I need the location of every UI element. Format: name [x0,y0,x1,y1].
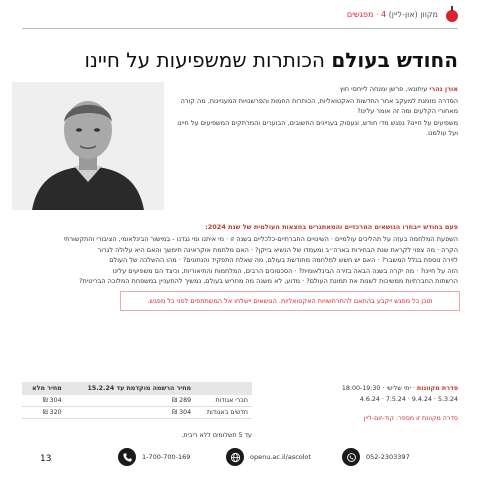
header-section: 4 · מפגשים [346,10,387,19]
topics-heading: פעם בחודש ייבחרו הנושאים המרכזיים והמאתגרים בחצאות העולמית של שנת 2024: [205,223,458,231]
price-full: 304 ₪ [22,395,66,407]
price-early: 304 ₪ [66,407,195,419]
installments-note: עד 5 תשלומים ללא ריבית. [181,432,252,439]
notice-box: תוכן כל מפגש ייקבע בהתאם להתרחשויות האקטואליות. הנושאים יישלחו אל המשתתפים לפני כל מפגש. [120,291,460,311]
series-code-line [248,413,458,424]
topics-line: השפעת המלחמה בעזה על תהליכים עולמיים · השינויים החברתיים-כלכליים בשנה זו · מי איתנו ומי נגדנו - במישור הבינלאומי, הציבורי והתקשורתי [63,235,458,244]
series-line [248,383,458,394]
author-role: עיתונאי, פרשן ומנחה לייחסי חוץ [339,85,428,93]
price-header-category [195,382,252,395]
phone-icon [118,448,136,466]
mobile-number: 052-2303397 [366,453,410,461]
header-divider [22,28,458,29]
title-rest: הכותרות שמשפיעות על חיינו [84,48,325,72]
table-row [22,407,252,419]
page-title [22,48,458,72]
price-table-header [22,382,252,395]
series-info [248,383,458,424]
author-paragraph-2: משפיעים על חיינו? נפגש מדי חודש, ונעסוק בעניינים החשובים, הבוערים והמרתקים המשפיעים על חיינו ועל עולמנו. [177,119,458,138]
title-bold: החודש בעולם [331,48,458,72]
author-name: אורן נהרי [429,85,458,93]
table-row [22,395,252,407]
series-code: קוד-זום-ליין [363,414,395,422]
topics-line: הזה על חיינו? · מה יקרה בשנה הבאה בזירה הבינלאומית? · הסכסוכים הרבים, המלחמות והתיאוריות, וכיצד הם משפיעים עלינו [112,266,458,275]
series-label: סדרת מקוונות [416,385,458,392]
price-header-full: מחיר מלא [22,382,66,395]
price-early: 289 ₪ [66,395,195,407]
price-header-early: מחיר הרשמה מוקדמת עד 15.2.24 [66,382,195,395]
series-code-label: סדרה מקוונת זו מספר: [394,414,458,422]
price-table [22,382,252,419]
mobile-contact[interactable] [342,448,410,466]
author-byline [172,84,458,94]
page-header [22,8,458,28]
globe-icon [226,448,244,466]
page-number: 13 [40,454,52,464]
author-paragraph-1: הסדרה מזמנת למעקב אחר החדשות האקטואליות, הכותרות החמות והפרשנויות המעניינות. מה קורה מאחורי הקלעים ומה זה אומר עלינו? [180,97,458,116]
author-block [172,84,458,140]
tel-contact[interactable] [118,448,190,466]
topics-section [22,222,458,286]
apple-logo-icon [446,10,458,22]
page-footer [22,448,458,474]
author-photo [12,82,164,210]
whatsapp-icon [342,448,360,466]
topics-line: הקרה · מה צפוי לקראת שנת הבחירות בארה״ב ומעמדו של הנשיא בייקן? · האם מלחמת אוקראינה תימשך והאם היא עלולה לגרור [97,245,458,254]
tel-number: 1-700-700-169 [142,453,191,461]
price-category: חדשים באגודות [195,407,252,419]
web-contact[interactable] [226,448,311,466]
price-full: 320 ₪ [22,407,66,419]
header-brand: מקוון (און-ליין) [388,10,438,19]
topics-line: לזירה נוספת בגלל המשבר? · האם יש חשש למלחמה מחודשת בעולם, מה שאלת התפקיד והנתונים? · מהו ההשלכה של העולם [109,256,458,265]
website-url: openu.ac.il/ascolot [250,453,312,461]
price-category: חברי אגודות [195,395,252,407]
topics-line: הרשתות החברתיות ממשיכות לשנות את תמונת העולם? · מדוע, לא משנה מה מחריש בעולם, נמשיך להתעניין במשפחת המלוכה הבריטית? [79,276,458,285]
header-breadcrumb [347,10,438,19]
series-dates: 5.3.24 · 9.4.24 · 7.5.24 · 4.6.24 [359,396,458,404]
series-time: · ימי שלישי · 18:00-19:30 [341,385,417,392]
